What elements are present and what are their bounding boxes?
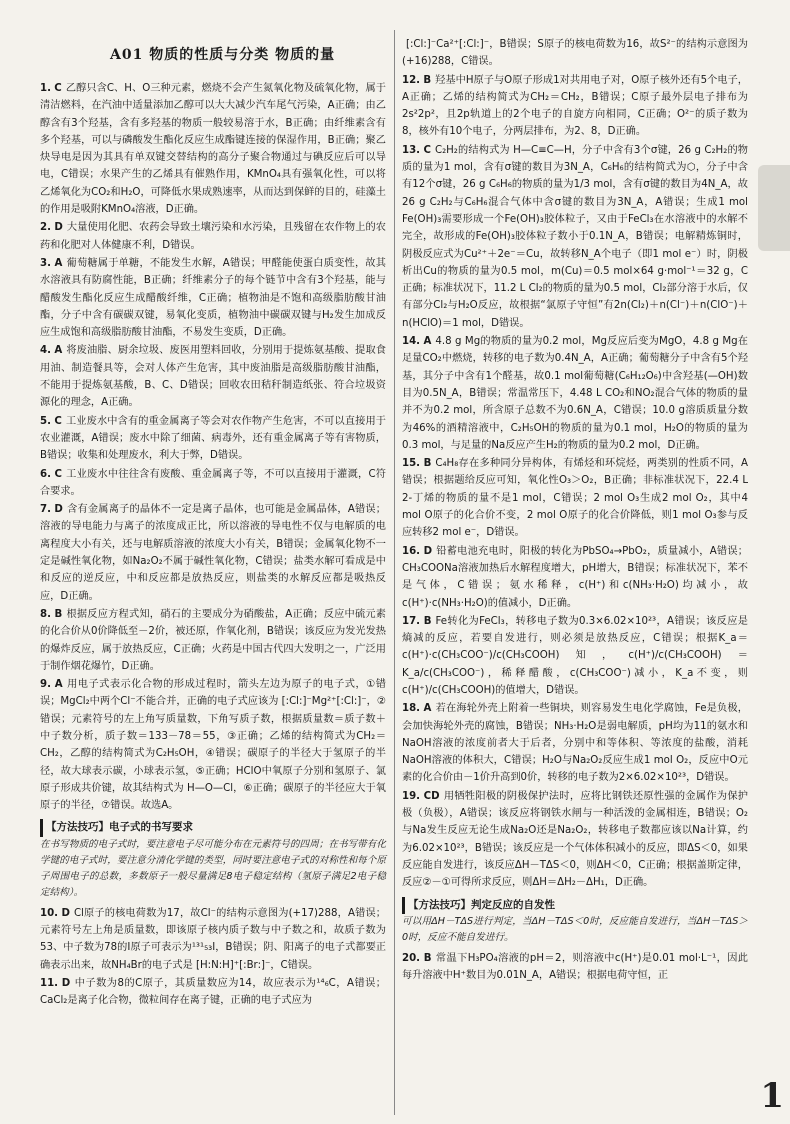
tip-text: 可以用ΔH－TΔS进行判定，当ΔH－TΔS＜0时，反应能自发进行，当ΔH－TΔS＞0时，反应不能自发进行。 (402, 915, 748, 943)
entry-answer: A (54, 679, 63, 691)
entry-answer: A (54, 257, 63, 269)
answer-entry (402, 333, 748, 454)
entry-answer: C (54, 83, 62, 94)
entry-answer: D (61, 907, 70, 919)
entry-answer: B (423, 74, 432, 86)
entry-answer: D (54, 504, 63, 516)
column-divider (394, 30, 395, 1115)
answer-entry (40, 975, 386, 1010)
entry-number: 12. (402, 74, 421, 86)
answer-entry (40, 501, 386, 605)
answer-entry (402, 72, 748, 141)
answer-entry (402, 700, 748, 786)
right-entry-list-2 (402, 950, 748, 985)
entry-number: 17. (402, 615, 421, 627)
entry-text: Fe转化为FeCl₃，转移电子数为0.3×6.02×10²³，A错误；该反应是熵减的反应，若要自发进行，则必须是放热反应，C错误；根据K_a＝c(H⁺)·c(CH₃COO⁻)/c(CH₃COOH)知，c(H⁺)/c(CH₃COOH)＝K_a/c(CH₃COO⁻)，稀释醋酸，c(CH₃COO⁻)减小，K_a不变，则c(H⁺)/c(CH₃COOH)的值增大，D错误。 (402, 615, 748, 696)
entry-answer: B (423, 952, 432, 964)
answer-entry (402, 142, 748, 332)
entry-number: 7. (40, 504, 51, 516)
entry-number: 20. (402, 952, 421, 964)
entry-answer: A (423, 336, 432, 348)
entry-text: 常温下H₃PO₄溶液的pH＝2，则溶液中c(H⁺)是0.01 mol·L⁻¹，因此每升溶液中H⁺数目为0.01N_A，A错误；根据电荷守恒，正 (402, 952, 748, 982)
right-tip (402, 893, 748, 946)
entry-number: 9. (40, 679, 51, 691)
entry-text: C₂H₂的结构式为 H—C≡C—H，分子中含有3个σ键，26 g C₂H₂的物质的量为1 mol，含有σ键的数目为3N_A，C₆H₆的结构简式为⬡，分子中含有12个σ键，26 g C₆H₆的物质的量为1/3 mol，含有σ键的数目为4N_A，故26 g C₂H₂与C₆H₆混合气体中含σ键的数目为3N_A，A错误；生成1 mol Fe(OH)₃需要形成一个Fe(OH)₃胶体粒子，又由于FeCl₃在水溶液中的水解不完全，故形成的Fe(OH)₃胶体粒子数小于0.1N_A，B错误；电解精炼铜时，阴极反应式为Cu²⁺＋2e⁻＝Cu，故转移N_A个电子（即1 mol e⁻）时，阴极析出Cu的物质的量为0.5 mol，m(Cu)＝0.5 mol×64 g·mol⁻¹＝32 g，C正确；标准状况下，11.2 L Cl₂的物质的量为0.5 mol，Cl₂部分溶于水后，仅有部分Cl₂与H₂O反应，故根据“氯原子守恒”有2n(Cl₂)＋n(Cl⁻)＋n(ClO⁻)＋n(HClO)＝1 mol，D错误。 (402, 144, 748, 329)
entry-answer: D (423, 545, 433, 557)
entry-answer: C (54, 415, 62, 427)
entry-answer: A (54, 345, 63, 357)
right-column (402, 36, 748, 985)
entry-number: 14. (402, 336, 421, 348)
entry-text: 羟基中H原子与O原子形成1对共用电子对，O原子核外还有5个电子，A正确；乙烯的结构简式为CH₂＝CH₂，B错误；C原子最外层电子排布为2s²2p²，且2p轨道上的2个电子的自旋方向相同，C正确；O²⁻的质子数为8，核外有10个电子，分两层排布，为2、8，D正确。 (402, 74, 748, 138)
answer-entry (40, 466, 386, 501)
entry-answer: B (423, 615, 432, 627)
entry-answer: B (423, 458, 432, 470)
tip-heading: 【方法技巧】判定反应的自发性 (402, 897, 555, 914)
right-entry-list (402, 36, 748, 892)
left-entry-list (40, 80, 386, 814)
entry-number: 15. (402, 458, 421, 470)
answer-entry (40, 255, 386, 341)
entry-text: 中子数为8的C原子，其质量数应为14，故应表示为¹⁴₆C，A错误；CaCl₂是离子化合物，微粒间存在离子键，正确的电子式应为 (40, 977, 386, 1007)
answer-entry (402, 36, 748, 71)
left-tip (40, 815, 386, 900)
answer-entry (402, 950, 748, 985)
entry-text: 铅蓄电池充电时，阳极的转化为PbSO₄→PbO₂，质量减小，A错误；CH₃COONa溶液加热后水解程度增大，pH增大，B错误；标准状况下，苯不是气体，C错误；氨水稀释，c(H⁺)和c(NH₃·H₂O)均减小，故c(H⁺)·c(NH₃·H₂O)的值减小，D正确。 (402, 545, 748, 609)
entry-text: 用牺牲阳极的阴极保护法时，应将比钢铁还原性强的金属作为保护极（负极），A错误；该反应将钢铁水闸与一种活泼的金属相连，B错误；O₂与Na发生反应无论生成Na₂O还是Na₂O₂，转移电子数都应该以Na计算，约为6.02×10²³，B错误；该反应是一个气体体积减小的反应，即ΔS＜0，如果反应能自发进行，该反应ΔH－TΔS＜0，则ΔH＜0，C正确；根据盖斯定律，反应②－①可得所求反应，则ΔH＝ΔH₂－ΔH₁，D正确。 (402, 790, 748, 889)
section-title: A01 物质的性质与分类 物质的量 (110, 47, 336, 63)
entry-number: 13. (402, 144, 421, 156)
entry-number: 2. (40, 222, 51, 234)
entry-text: 将废油脂、厨余垃圾、废医用塑料回收，分别用于提炼氨基酸、提取食用油、制造餐具等，会对人体产生危害，其中废油脂是高级脂肪酸甘油酯，不能用于提炼氨基酸，B、C、D错误；回收农田秸秆制造纸张、符合垃圾资源化的理念，A正确。 (40, 345, 386, 409)
entry-number: 8. (40, 608, 51, 620)
tip-heading: 【方法技巧】电子式的书写要求 (40, 819, 193, 836)
entry-answer: C (54, 468, 62, 480)
page-number: 1 (760, 1076, 784, 1116)
entry-text: 含有金属离子的晶体不一定是离子晶体，也可能是金属晶体，A错误；溶液的导电能力与离子的浓度成正比，所以溶液的导电性不仅与电解质的电离程度大小有关，还与电解质溶液的浓度大小有关，B错误；金属氧化物不一定是碱性氧化物，如Na₂O₂不属于碱性氧化物，C错误；盐类水解可看成是中和反应的逆反应，中和反应都是放热反应，则盐类的水解反应都是吸热反应，D正确。 (40, 504, 386, 602)
entry-text: 若在海轮外壳上附着一些铜块，则容易发生电化学腐蚀，Fe是负极，会加快海轮外壳的腐蚀，B错误；NH₃·H₂O是弱电解质，pH均为11的氨水和NaOH溶液的浓度前者大于后者，分别中和等体积、等浓度的盐酸，消耗NaOH溶液的体积大，C错误；H₂O与Na₂O₂反应生成1 mol O₂，反应中O元素的化合价由－1价升高到0价，转移的电子数为2×6.02×10²³，D错误。 (402, 703, 748, 784)
entry-number: 10. (40, 907, 59, 919)
entry-text: 根据反应方程式知，硝石的主要成分为硝酸盐，A正确；反应中硫元素的化合价从0价降低至－2价，被还原，作氧化剂，B错误；该反应为发光发热的爆炸反应，属于放热反应，C正确；火药是中国古代四大发明之一，广泛用于制作烟花爆竹，D正确。 (40, 608, 386, 672)
entry-number: 5. (40, 415, 51, 427)
answer-entry (40, 219, 386, 254)
answer-entry (40, 413, 386, 465)
tip-text: 在书写物质的电子式时，要注意电子尽可能分布在元素符号的四周；在书写带有化学键的电子式时，要注意分清化学键的类型，同时要注意电子式的对称性和每个原子周围电子的总数，多数原子一般尽量满足8电子稳定结构（氢原子满足2电子稳定结构）。 (40, 838, 386, 898)
entry-number: 3. (40, 257, 51, 269)
entry-number: 18. (402, 703, 421, 715)
answer-entry (402, 788, 748, 892)
entry-text: [:Cl:]⁻Ca²⁺[:Cl:]⁻，B错误；S原子的核电荷数为16，故S²⁻的结构示意图为(+16)288，C错误。 (402, 39, 748, 68)
left-entry-list-2 (40, 905, 386, 1010)
chapter-side-tab (758, 165, 790, 251)
entry-text: 4.8 g Mg的物质的量为0.2 mol，Mg反应后变为MgO，4.8 g Mg在足量CO₂中燃烧，转移的电子数为0.4N_A，A正确；葡萄糖分子中含有5个羟基，其分子中含有1个醛基，故0.1 mol葡萄糖(C₆H₁₂O₆)中含羟基(—OH)数目为0.5N_A，B错误；常温常压下，4.48 L CO₂和NO₂混合气体的物质的量并不为0.2 mol，所含原子总数不为0.6N_A，C错误；10.0 g溶质质量分数为46%的酒精溶液中，C₂H₅OH的物质的量为0.1 mol，H₂O的物质的量为0.3 mol，与足量的Na反应产生H₂的物质的量为0.2 mol，D正确。 (402, 336, 748, 451)
entry-answer: D (54, 222, 63, 234)
entry-number: 4. (40, 345, 51, 357)
entry-text: 工业废水中往往含有废酸、重金属离子等，不可以直接用于灌溉，C符合要求。 (40, 468, 386, 497)
entry-number: 16. (402, 545, 421, 557)
entry-text: C₄H₈存在多种同分异构体，有烯烃和环烷烃，两类别的性质不同，A错误；根据题给反应可知，氧化性O₃＞O₂，B正确；非标准状况下，22.4 L 2-丁烯的物质的量不是1 mol，C错误；2 mol O₃生成2 mol O₂，其中4 mol O原子的化合价不变，2 mol O原子的化合价降低，则1 mol O₃参与反应转移2 mol e⁻，D错误。 (402, 458, 748, 539)
entry-text: 大量使用化肥、农药会导致土壤污染和水污染，且残留在农作物上的农药和化肥对人体健康不利，D错误。 (40, 222, 386, 251)
entry-text: 乙醇只含C、H、O三种元素，燃烧不会产生氮氧化物及硫氧化物，属于清洁燃料，在汽油中适量添加乙醇可以大大减少汽车尾气污染，A正确；由乙醇含有3个羟基，含有多羟基的物质一般较易溶于水，B正确；由纤维素含有多个羟基，可以与磷酸发生酯化反应生成酯键连接的保湿作用，B正确；聚乙炔导电是因为其具有单双键交替结构的高分子聚合物通过与碘反应后可以导电，C错误；水果产生的乙烯具有催熟作用，KMnO₄具有强氧化性，可以将乙烯氧化为CO₂和H₂O，可降低水果成熟速率，从而达到保鲜的目的，硅藻土的作用是吸附KMnO₄溶液，D正确。 (40, 83, 386, 216)
answer-entry (40, 606, 386, 675)
entry-text: 葡萄糖属于单糖，不能发生水解，A错误；甲醛能使蛋白质变性，故其水溶液具有防腐性能，B正确；纤维素分子的每个链节中含有3个羟基，能与醋酸发生酯化反应生成醋酸纤维，C正确；植物油是不饱和高级脂肪酸甘油酯，分子中含有碳碳双键，易氧化变质，植物油中碳碳双键与H₂发生加成反应生成饱和高级脂肪酸甘油酯，不易发生变质，D正确。 (40, 257, 386, 339)
entry-answer: D (61, 977, 71, 989)
entry-text: 用电子式表示化合物的形成过程时，箭头左边为原子的电子式，①错误；MgCl₂中两个Cl⁻不能合并，正确的电子式应该为 [:Cl:]⁻Mg²⁺[:Cl:]⁻，②错误；元素符号的左上角写质量数，下角写质子数，根据质量数＝质子数＋中子数分析，质子数＝133－78＝55，③正确；乙烯的结构简式为CH₂＝CH₂，乙醇的结构简式为C₂H₅OH，④错误；碳原子的半径大于氢原子的半径，故大球表示碳，小球表示氢，⑤正确；HClO中氧原子分别和氢原子、氯原子形成共价键，故其结构式为 H—O—Cl，⑥正确；碳原子的半径应大于氧原子的半径，⑦错误。故选A。 (40, 679, 386, 812)
entry-answer: B (54, 608, 63, 620)
entry-number: 6. (40, 468, 51, 480)
answer-entry (402, 543, 748, 612)
answer-entry (402, 455, 748, 541)
answer-entry (40, 342, 386, 411)
left-column (40, 80, 386, 1011)
entry-answer: C (423, 144, 431, 156)
entry-number: 11. (40, 977, 59, 989)
answer-entry (40, 80, 386, 218)
entry-text: 工业废水中含有的重金属离子等会对农作物产生危害，不可以直接用于农业灌溉，A错误；废水中除了细菌、病毒外，还有重金属离子等有害物质，B错误；收集和处理废水，利大于弊，D错误。 (40, 415, 386, 462)
entry-text: Cl原子的核电荷数为17，故Cl⁻的结构示意图为(+17)288，A错误；元素符号左上角是质量数，即该原子核内质子数与中子数之和，故质子数为53、中子数为78的I原子可表示为¹³¹₅₃I，B错误；阴、阳离子的电子式都要正确表示出来，故NH₄Br的电子式是 [H:N:H]⁺[:Br:]⁻，C错误。 (40, 907, 386, 971)
answer-entry (40, 905, 386, 974)
answer-entry (402, 613, 748, 699)
entry-number: 1. (40, 83, 51, 94)
entry-number: 19. (402, 790, 421, 802)
entry-answer: A (423, 703, 432, 715)
answer-entry (40, 676, 386, 814)
entry-answer: CD (423, 790, 440, 802)
